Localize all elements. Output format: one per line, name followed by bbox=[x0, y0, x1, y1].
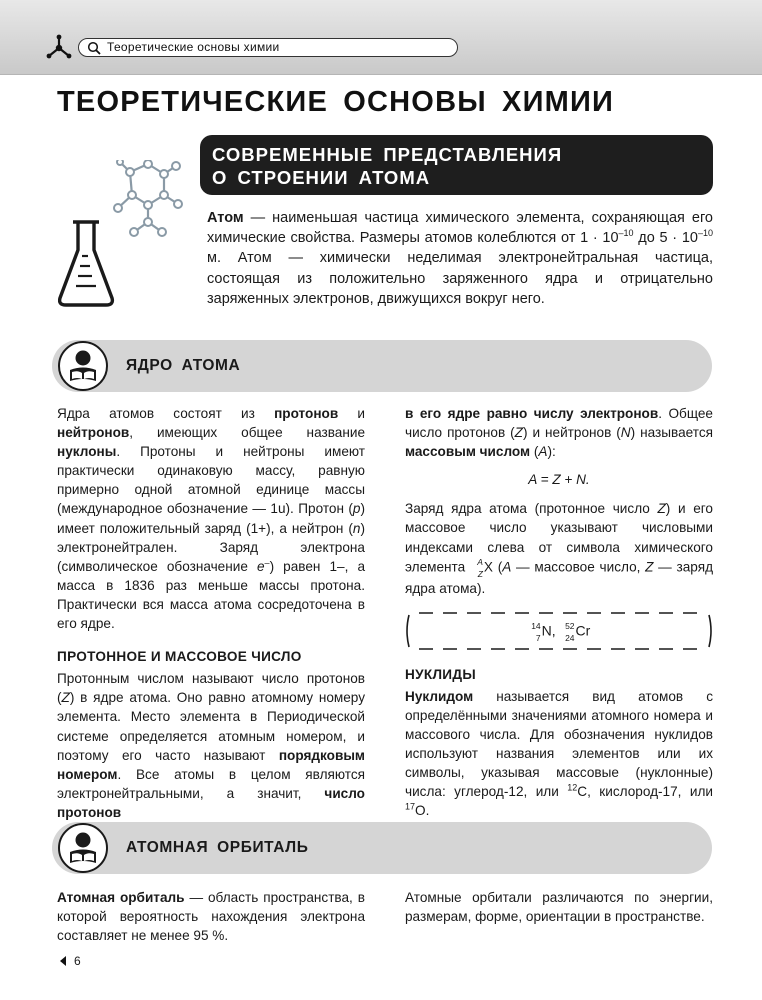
text: ) называется bbox=[630, 425, 713, 441]
search-icon bbox=[87, 41, 101, 55]
page-title: ТЕОРЕТИЧЕСКИЕ ОСНОВЫ ХИМИИ bbox=[57, 86, 615, 118]
section-header-label: ЯДРО АТОМА bbox=[126, 357, 241, 374]
isotope-n-indices bbox=[528, 621, 542, 643]
mass-index: A bbox=[477, 556, 483, 567]
text: ) и его массовое число указывают числовыми индексами слева от символа химического элемента bbox=[405, 501, 713, 575]
text: ): bbox=[547, 444, 556, 460]
exponent: –10 bbox=[618, 228, 634, 239]
isotope-example-box bbox=[405, 611, 713, 651]
text: ) в ядре атома. Оно равно атомному номеру элемента. Место элемента в Периодической системе определяется атомным номером, и поэтому его часто называют bbox=[57, 690, 365, 763]
symbol: A bbox=[502, 559, 512, 575]
isotope-examples bbox=[405, 621, 713, 643]
section-header-label: АТОМНАЯ ОРБИТАЛЬ bbox=[126, 839, 309, 856]
section-header-nucleus bbox=[52, 340, 712, 392]
nuclear-charge-paragraph bbox=[405, 499, 713, 597]
element-symbol: Cr bbox=[575, 622, 591, 639]
orbital-right-column bbox=[405, 888, 713, 926]
intro-text: м. Атом — химически неделимая электронейтральная частица, состоящая из положительно заряженного ядра и отрицательно заряженных электронов, движущихся вокруг него. bbox=[207, 250, 713, 307]
proton-number-paragraph bbox=[57, 669, 365, 822]
orbital-definition bbox=[57, 888, 365, 945]
text: ) электронейтрален. Заряд электрона (символическое обозначение bbox=[57, 520, 365, 574]
section-search-bar[interactable] bbox=[78, 38, 458, 57]
superscript: – bbox=[264, 557, 270, 568]
symbol: Z bbox=[61, 690, 70, 706]
exponent: –10 bbox=[697, 228, 713, 239]
text: ) и нейтронов ( bbox=[522, 425, 621, 441]
intro-paragraph bbox=[207, 208, 713, 309]
page-number bbox=[60, 954, 81, 968]
isotope-notation bbox=[470, 557, 484, 579]
text: O. bbox=[415, 803, 430, 819]
text: и bbox=[338, 406, 365, 421]
term-nucleons: нуклоны bbox=[57, 444, 117, 460]
molecule-icon bbox=[44, 34, 74, 60]
charge-index: Z bbox=[477, 568, 483, 579]
symbol: e bbox=[256, 558, 265, 574]
banner-line-1: СОВРЕМЕННЫЕ ПРЕДСТАВЛЕНИЯ bbox=[212, 144, 563, 165]
section-banner bbox=[200, 135, 713, 195]
term-mass-number: массовым числом bbox=[405, 444, 531, 460]
text: . Протоны и нейтроны имеют практически одинаковую массу, равную примерно одной атомной единице массы (международное обозначение — 1u). Протон ( bbox=[57, 444, 365, 517]
reader-icon bbox=[58, 341, 108, 391]
symbol: Z bbox=[514, 425, 523, 441]
subheading-proton-mass-number: ПРОТОННОЕ И МАССОВОЕ ЧИСЛО bbox=[57, 649, 302, 665]
nucleus-left-column bbox=[57, 404, 365, 822]
text: — массовое число, bbox=[511, 559, 646, 575]
nucleus-right-column bbox=[405, 404, 713, 821]
text: ) имеет положительный заряд (1+), а нейтрон ( bbox=[57, 501, 365, 536]
page-number-value: 6 bbox=[74, 954, 81, 968]
text: . Все атомы в целом являются электронейтральными, а значит, bbox=[57, 766, 365, 801]
top-bar bbox=[0, 0, 762, 75]
text: ) равен 1–, а масса в 1836 раз меньше массы протона. Практически вся масса атома сосредоточена в его ядре. bbox=[57, 558, 366, 632]
orbital-differences: Атомные орбитали различаются по энергии, размерам, форме, ориентации в пространстве. bbox=[405, 890, 713, 925]
reader-icon bbox=[58, 823, 108, 873]
flask-molecule-illustration bbox=[58, 160, 193, 310]
nucleus-paragraph bbox=[57, 404, 365, 633]
element-symbol: X bbox=[483, 559, 493, 575]
text: называется вид атомов с определёнными значениями атомного номера и массового числа. Для обозначения нуклидов используют названия элементов или их символы, указывая массовые (нуклонные) числа: углерод-12, или bbox=[405, 688, 713, 800]
text: ( bbox=[530, 444, 539, 460]
banner-line-2: О СТРОЕНИИ АТОМА bbox=[212, 167, 431, 188]
term-ordinal: порядковым номером bbox=[57, 747, 365, 782]
text: Ядра атомов состоят из bbox=[57, 406, 275, 421]
text: — область пространства, в которой вероятность нахождения электрона составляет не менее 95 %. bbox=[57, 890, 365, 944]
charge-index: 24 bbox=[565, 632, 575, 643]
superscript: 12 bbox=[567, 782, 578, 793]
text: Заряд ядра атома (протонное число bbox=[405, 501, 658, 517]
intro-text: — наименьшая частица химического элемента, сохраняющая его химические свойства. Размеры атомов колеблются от 1 · 10 bbox=[207, 210, 713, 247]
search-bar-label: Теоретические основы химии bbox=[107, 40, 280, 54]
text: C, кислород-17, или bbox=[577, 784, 713, 800]
symbol: n bbox=[352, 520, 361, 536]
term-orbital: Атомная орбиталь bbox=[57, 890, 185, 905]
triangle-left-icon bbox=[60, 956, 66, 966]
text: . Общее число протонов ( bbox=[405, 406, 713, 441]
text: Протонным числом называют число протонов ( bbox=[57, 671, 365, 706]
term-protons: протонов bbox=[274, 406, 339, 421]
mass-number-paragraph bbox=[405, 404, 713, 461]
mass-number-formula: A = Z + N. bbox=[528, 472, 590, 488]
isotope-cr-indices bbox=[560, 621, 576, 643]
text: ( bbox=[492, 559, 503, 575]
term-nuclide: Нуклидом bbox=[405, 688, 474, 704]
bold-text: в его ядре равно числу электронов bbox=[405, 406, 659, 421]
mass-index: 14 bbox=[531, 620, 541, 631]
symbol: A bbox=[538, 444, 548, 460]
charge-index: 7 bbox=[535, 632, 541, 643]
intro-text: до 5 · 10 bbox=[633, 230, 698, 247]
symbol: p bbox=[352, 501, 361, 517]
symbol: Z bbox=[645, 559, 654, 575]
element-symbol: N, bbox=[541, 622, 556, 639]
orbital-left-column bbox=[57, 888, 365, 945]
superscript: 17 bbox=[405, 801, 416, 812]
intro-term: Атом bbox=[207, 210, 244, 226]
section-header-orbital bbox=[52, 822, 712, 874]
nuclide-paragraph bbox=[405, 687, 713, 821]
text: , имеющих общее название bbox=[129, 425, 365, 441]
subheading-nuclides: НУКЛИДЫ bbox=[405, 666, 476, 682]
symbol: Z bbox=[657, 501, 666, 517]
symbol: N bbox=[620, 425, 631, 441]
mass-index: 52 bbox=[565, 620, 575, 631]
term-neutrons: нейтронов bbox=[57, 425, 130, 441]
bold-text: число протонов bbox=[57, 785, 365, 820]
text: — заряд ядра атома). bbox=[405, 559, 713, 596]
